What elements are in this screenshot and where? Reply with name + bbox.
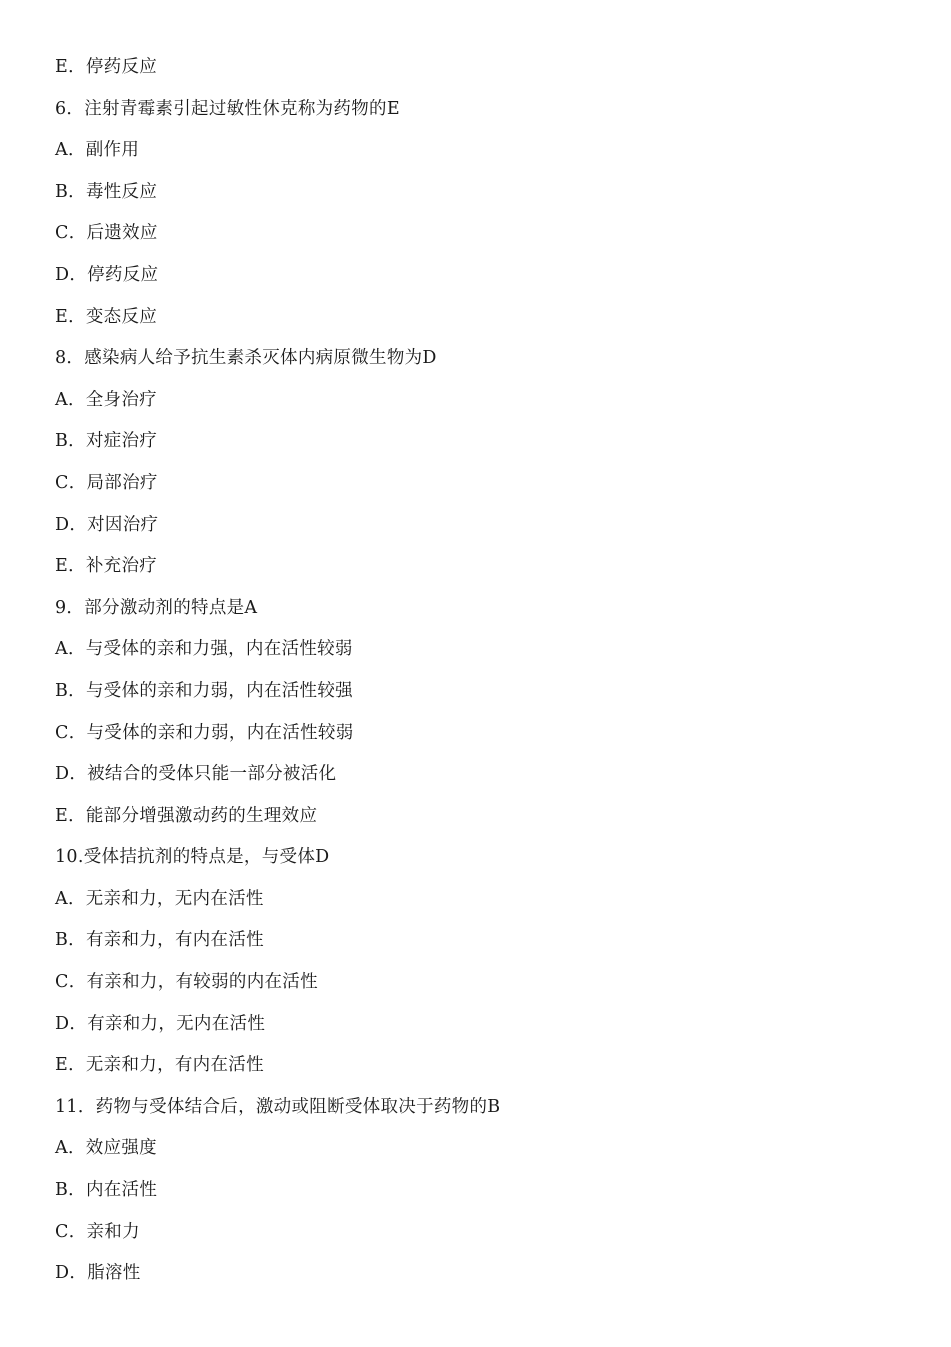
- option-b-line: B．有亲和力，有内在活性: [55, 930, 264, 951]
- option-a-line: A．副作用: [55, 140, 140, 161]
- option-e-line: E．无亲和力，有内在活性: [55, 1055, 264, 1076]
- option-d-line: D．被结合的受体只能一部分被活化: [55, 764, 337, 785]
- option-c-line: C．有亲和力，有较弱的内在活性: [55, 972, 318, 993]
- option-d-line: D．停药反应: [55, 264, 159, 285]
- question-6-line: 6．注射青霉素引起过敏性休克称为药物的E: [55, 98, 400, 119]
- option-d-line: D．对因治疗: [55, 514, 159, 535]
- question-9-line: 9．部分激动剂的特点是A: [55, 597, 258, 618]
- option-a-line: A．无亲和力，无内在活性: [55, 888, 264, 909]
- text-lines: [55, 54, 500, 1302]
- option-a-line: A．全身治疗: [55, 389, 157, 410]
- question-10-line: 10.受体拮抗剂的特点是，与受体D: [55, 847, 330, 868]
- option-e-line: E．变态反应: [55, 306, 158, 327]
- option-e-line: E．补充治疗: [55, 556, 158, 577]
- question-8-line: 8．感染病人给予抗生素杀灭体内病原微生物为D: [55, 348, 437, 369]
- option-b-line: B．内在活性: [55, 1180, 158, 1201]
- option-c-line: C．后遗效应: [55, 223, 158, 244]
- question-11-line: 11．药物与受体结合后，激动或阻断受体取决于药物的B: [55, 1096, 501, 1117]
- option-a-line: A．与受体的亲和力强，内在活性较弱: [55, 639, 353, 660]
- option-e-line: E．能部分增强激动药的生理效应: [55, 805, 318, 826]
- option-b-line: B．毒性反应: [55, 181, 158, 202]
- option-c-line: C．与受体的亲和力弱，内在活性较弱: [55, 722, 354, 743]
- option-c-line: C．局部治疗: [55, 472, 158, 493]
- option-e-line: E．停药反应: [55, 57, 158, 77]
- option-c-line: C．亲和力: [55, 1221, 140, 1242]
- option-a-line: A．效应强度: [55, 1138, 157, 1159]
- option-d-line: D．脂溶性: [55, 1263, 141, 1284]
- option-b-line: B．与受体的亲和力弱，内在活性较强: [55, 680, 353, 701]
- option-b-line: B．对症治疗: [55, 431, 158, 452]
- option-d-line: D．有亲和力，无内在活性: [55, 1013, 266, 1034]
